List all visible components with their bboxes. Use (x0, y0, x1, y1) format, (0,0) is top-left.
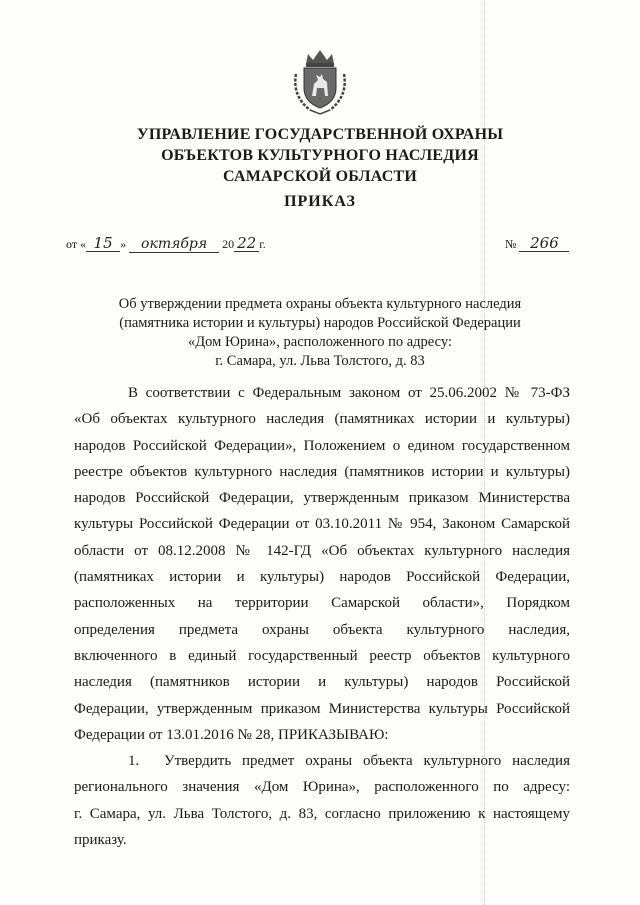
agency-line: УПРАВЛЕНИЕ ГОСУДАРСТВЕННОЙ ОХРАНЫ (136, 126, 504, 143)
order-subject (80, 295, 560, 371)
body-line: Федерации от 13.01.2016 № 28, ПРИКАЗЫВАЮ: (74, 726, 389, 743)
body-line: Федерации, утвержденным приказом Министерства культуры Российской (74, 700, 570, 717)
body-line: народов Российской Федерации, утвержденным приказом Министерства (74, 490, 570, 507)
item-line (74, 748, 570, 774)
agency-line: САМАРСКОЙ ОБЛАСТИ (223, 168, 417, 185)
handwritten-number: 266 (519, 235, 569, 252)
item-line: приказу. (74, 832, 127, 849)
order-date (66, 235, 266, 253)
body-line: народов Российской Федерации», Положением о едином государственном (74, 437, 570, 454)
order-body (74, 380, 570, 853)
document-type-title: ПРИКАЗ (284, 193, 356, 210)
body-line: расположенных на территории Самарской области», Порядком (74, 595, 570, 612)
date-day-close: » (120, 237, 127, 251)
item-line: г. Самара, ул. Льва Толстого, д. 83, согласно приложению к настоящему (74, 805, 570, 822)
body-line: наследия (памятников истории и культуры) народов Российской (74, 674, 570, 691)
date-prefix: от « (66, 237, 87, 251)
body-line: области от 08.12.2008 № 142-ГД «Об объектах культурного наследия (74, 542, 570, 559)
subject-line: Об утверждении предмета охраны объекта культурного наследия (118, 296, 522, 312)
body-line: культуры Российской Федерации от 03.10.2011 № 954, Законом Самарской (74, 516, 570, 533)
body-line: «Об объектах культурного наследия (памятниках истории и культуры) (74, 411, 570, 428)
handwritten-year: 22 (234, 235, 259, 252)
subject-line: (памятника истории и культуры) народов Российской Федерации (119, 315, 521, 331)
body-line: определения предмета охраны объекта культурного наследия, (74, 621, 570, 638)
agency-line: ОБЪЕКТОВ КУЛЬТУРНОГО НАСЛЕДИЯ (161, 147, 479, 164)
order-number (505, 235, 569, 252)
item-text: Утвердить предмет охраны объекта культурного наследия (164, 753, 570, 770)
coat-of-arms-icon (286, 44, 354, 116)
year-end: г. (259, 237, 266, 251)
number-label: № (505, 237, 517, 251)
handwritten-day: 15 (86, 235, 120, 252)
item-line: регионального значения «Дом Юрина», расположенного по адресу: (74, 779, 570, 796)
body-line: В соответствии с Федеральным законом от 25.06.2002 № 73-ФЗ (128, 385, 570, 401)
body-line: реестре объектов культурного наследия (памятников истории и культуры) (74, 463, 570, 480)
item-number: 1. (128, 753, 140, 770)
body-line: (памятниках истории и культуры) народов Российской Федерации, (74, 569, 570, 586)
subject-line: г. Самара, ул. Льва Толстого, д. 83 (215, 353, 425, 369)
handwritten-month: октября (129, 236, 219, 253)
body-line: включенного в единый государственный реестр объектов культурного (74, 647, 570, 664)
subject-line: «Дом Юрина», расположенного по адресу: (188, 334, 452, 350)
agency-name (80, 124, 560, 187)
year-prefix: 20 (222, 237, 235, 251)
